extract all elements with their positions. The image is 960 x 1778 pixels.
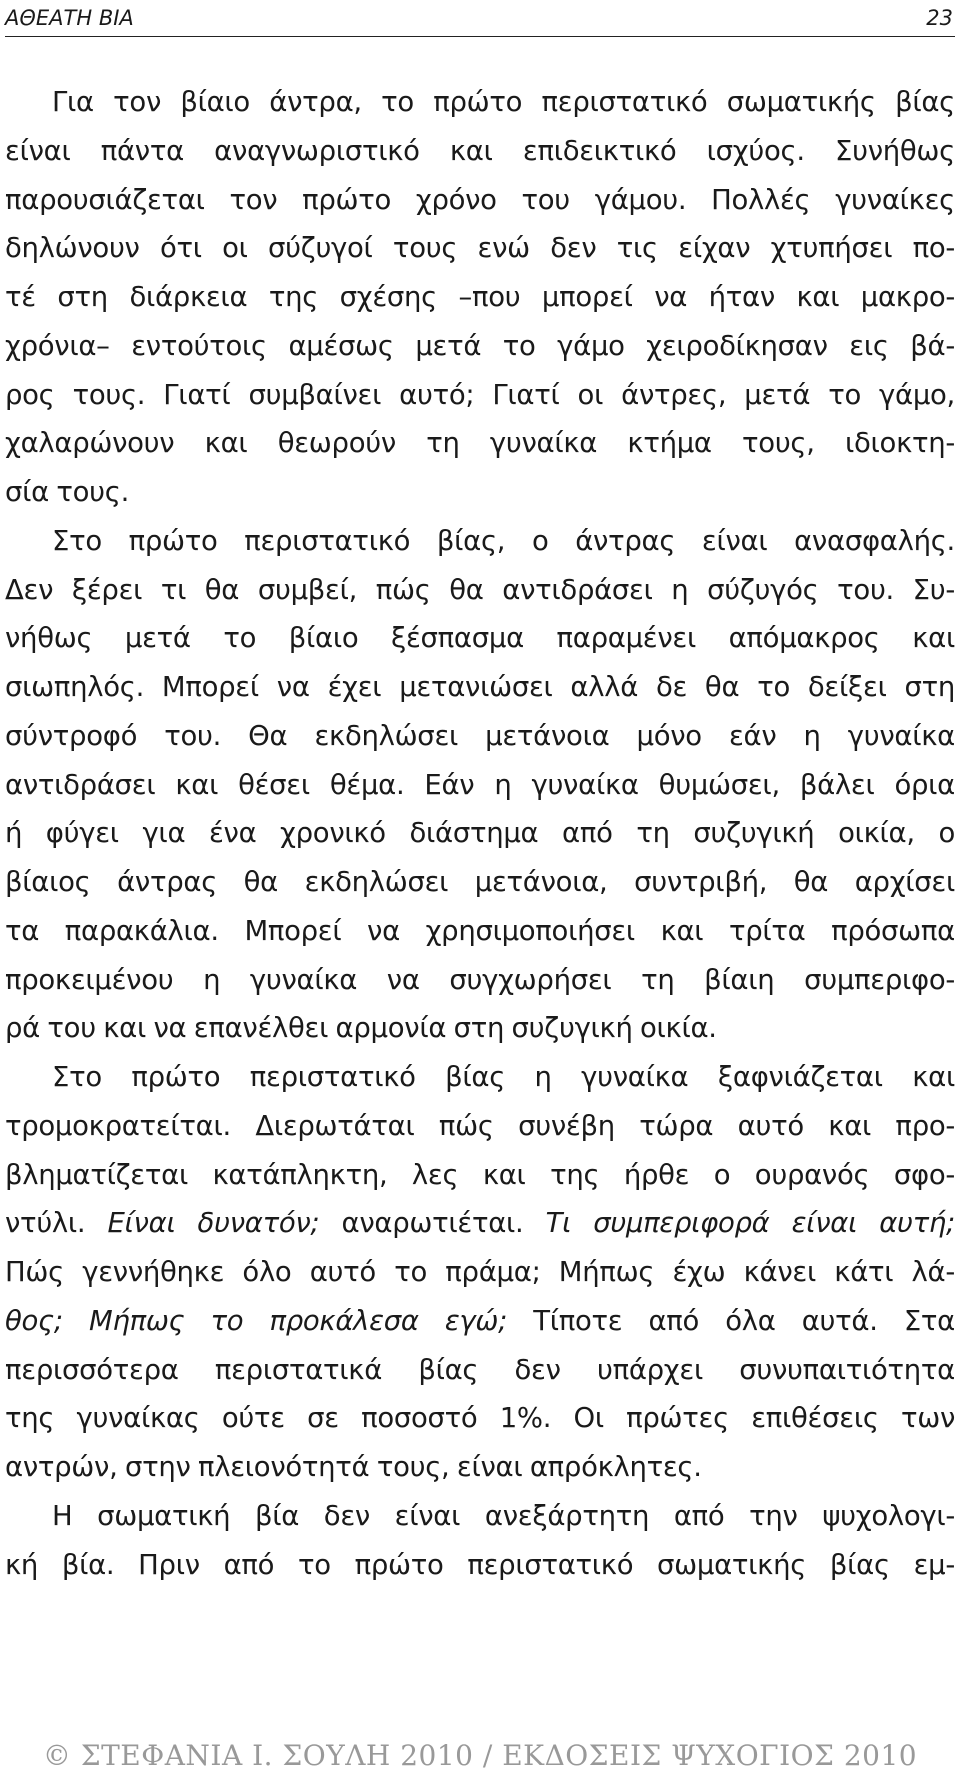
text-line: τέ στη διάρκεια της σχέσης –που μπορεί να ήταν και μακρο- bbox=[5, 281, 955, 313]
text-line: είναι πάντα αναγνωριστικό και επιδεικτικό ισχύος. Συνήθως bbox=[5, 134, 955, 167]
italic-run: Είναι δυνατόν; bbox=[107, 1207, 320, 1240]
text-run: αναρωτιέται. bbox=[319, 1207, 546, 1240]
text-line: περισσότερα περιστατικά βίας δεν υπάρχει συνυπαιτιότητα bbox=[5, 1353, 955, 1386]
copyright-footer: © ΣΤΕΦΑΝΙΑ Ι. ΣΟΥΛΗ 2010 / ΕΚΔΟΣΕΙΣ ΨΥΧΟΓΙΟΣ 2010 bbox=[42, 1739, 918, 1772]
text-line bbox=[5, 1199, 955, 1248]
page-number: 23 bbox=[926, 6, 953, 30]
italic-run: Τι συμπεριφορά είναι αυτή; bbox=[545, 1207, 955, 1240]
text-line: Η σωματική βία δεν είναι ανεξάρτητη από την ψυχολογι- bbox=[52, 1499, 955, 1532]
text-line: νήθως μετά το βίαιο ξέσπασμα παραμένει απόμακρος και bbox=[5, 622, 955, 655]
text-line: σύντροφό του. Θα εκδηλώσει μετάνοια μόνο εάν η γυναίκα bbox=[5, 719, 955, 752]
text-line: αντρών, στην πλειονότητά τους, είναι απρόκλητες. bbox=[5, 1451, 702, 1483]
text-line: τα παρακάλια. Μπορεί να χρησιμοποιήσει και τρίτα πρόσωπα bbox=[5, 914, 955, 947]
text-line: προκειμένου η γυναίκα να συγχωρήσει τη βίαιη συμπεριφο- bbox=[5, 963, 955, 996]
text-line: ή φύγει για ένα χρονικό διάστημα από τη συζυγική οικία, ο bbox=[5, 817, 955, 850]
text-line: της γυναίκας ούτε σε ποσοστό 1%. Οι πρώτες επιθέσεις των bbox=[5, 1402, 955, 1435]
text-line: Στο πρώτο περιστατικό βίας, ο άντρας είναι ανασφαλής. bbox=[52, 524, 955, 557]
body-text bbox=[5, 78, 955, 1589]
italic-run: θος; Μήπως το προκάλεσα εγώ; bbox=[5, 1304, 508, 1337]
text-line: βίαιος άντρας θα εκδηλώσει μετάνοια, συντριβή, θα αρχίσει bbox=[5, 866, 955, 898]
text-line: χρόνια– εντούτοις αμέσως μετά το γάμο χειροδίκησαν εις βά- bbox=[5, 329, 955, 362]
running-title: ΑΘΕΑΤΗ ΒΙΑ bbox=[5, 6, 134, 30]
text-line bbox=[5, 1297, 955, 1346]
text-line: σία τους. bbox=[5, 476, 130, 508]
text-line: δηλώνουν ότι οι σύζυγοί τους ενώ δεν τις είχαν χτυπήσει πο- bbox=[5, 232, 955, 265]
text-line: βληματίζεται κατάπληκτη, λες και της ήρθε ο ουρανός σφο- bbox=[5, 1158, 955, 1191]
text-line: Στο πρώτο περιστατικό βίας η γυναίκα ξαφνιάζεται και bbox=[52, 1061, 955, 1093]
text-run: ντύλι. bbox=[5, 1207, 108, 1240]
text-line: ρά του και να επανέλθει αρμονία στη συζυγική οικία. bbox=[5, 1012, 717, 1045]
text-line: Δεν ξέρει τι θα συμβεί, πώς θα αντιδράσει η σύζυγός του. Συ- bbox=[5, 573, 955, 606]
text-line: Για τον βίαιο άντρα, το πρώτο περιστατικό σωματικής βίας bbox=[52, 86, 955, 118]
text-line: χαλαρώνουν και θεωρούν τη γυναίκα κτήμα τους, ιδιοκτη- bbox=[5, 427, 955, 460]
text-line: τρομοκρατείται. Διερωτάται πώς συνέβη τώρα αυτό και προ- bbox=[5, 1109, 955, 1142]
text-run: Τίποτε από όλα αυτά. Στα bbox=[507, 1304, 955, 1337]
text-line: ρος τους. Γιατί συμβαίνει αυτό; Γιατί οι άντρες, μετά το γάμο, bbox=[5, 378, 955, 411]
text-line: κή βία. Πριν από το πρώτο περιστατικό σωματικής βίας εμ- bbox=[5, 1548, 955, 1581]
text-line: παρουσιάζεται τον πρώτο χρόνο του γάμου. Πολλές γυναίκες bbox=[5, 183, 955, 216]
running-header bbox=[5, 2, 955, 37]
text-line: Πώς γεννήθηκε όλο αυτό το πράμα; Μήπως έχω κάνει κάτι λά- bbox=[5, 1256, 955, 1288]
text-line: αντιδράσει και θέσει θέμα. Εάν η γυναίκα θυμώσει, βάλει όρια bbox=[5, 768, 955, 801]
text-line: σιωπηλός. Μπορεί να έχει μετανιώσει αλλά δε θα το δείξει στη bbox=[5, 671, 955, 703]
